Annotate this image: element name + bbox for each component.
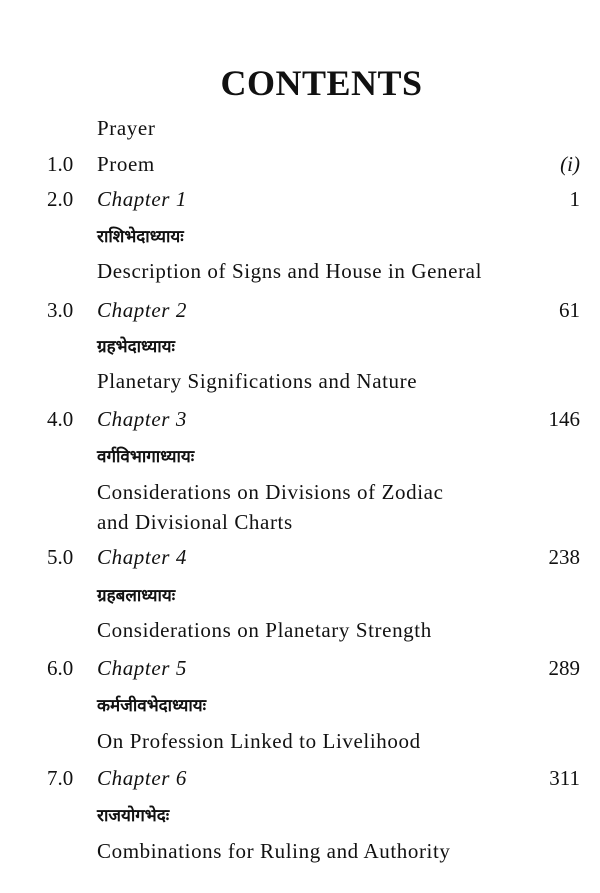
description-text: Combinations for Ruling and Authority (97, 839, 451, 863)
entry-page: 1 (569, 187, 580, 211)
chapter-description (0, 480, 600, 510)
entry-title: Chapter 1 (97, 187, 187, 211)
description-text: Planetary Significations and Nature (97, 369, 418, 393)
page-title: CONTENTS (220, 63, 423, 103)
entry-number: 7.0 (47, 766, 74, 790)
sanskrit-title-text: राजयोगभेदः (97, 806, 170, 826)
entry-number: 3.0 (47, 298, 74, 322)
sanskrit-title-text: कर्मजीवभेदाध्यायः (97, 696, 207, 716)
toc-entry-chapter-3[interactable] (0, 407, 600, 437)
entry-page: 238 (548, 545, 580, 569)
entry-page: 289 (548, 656, 580, 680)
description-text: and Divisional Charts (97, 510, 293, 534)
entry-title: Chapter 3 (97, 407, 187, 431)
sanskrit-title (0, 334, 600, 364)
description-text: Considerations on Planetary Strength (97, 618, 432, 642)
chapter-description (0, 839, 600, 869)
entry-page: (i) (560, 152, 580, 176)
entry-title: Chapter 2 (97, 298, 187, 322)
toc-entry-chapter-4[interactable] (0, 545, 600, 575)
entry-title: Chapter 5 (97, 656, 187, 680)
sanskrit-title (0, 224, 600, 254)
sanskrit-title (0, 693, 600, 723)
entry-number: 6.0 (47, 656, 74, 680)
chapter-description (0, 369, 600, 399)
description-text: Description of Signs and House in General (97, 259, 483, 283)
toc-entry-chapter-2[interactable] (0, 298, 600, 328)
entry-number: 4.0 (47, 407, 74, 431)
entry-number: 2.0 (47, 187, 74, 211)
description-text: On Profession Linked to Livelihood (97, 729, 421, 753)
chapter-description (0, 259, 600, 289)
toc-entry-chapter-5[interactable] (0, 656, 600, 686)
sanskrit-title-text: ग्रहभेदाध्यायः (97, 337, 175, 357)
entry-title: Proem (97, 152, 155, 176)
toc-entry-chapter-6[interactable] (0, 766, 600, 796)
toc-entry-proem[interactable] (0, 152, 600, 182)
entry-page: 61 (559, 298, 580, 322)
entry-number: 1.0 (47, 152, 74, 176)
toc-entry-prayer[interactable] (0, 116, 600, 146)
chapter-description-line-2 (0, 510, 600, 540)
sanskrit-title (0, 583, 600, 613)
entry-number: 5.0 (47, 545, 74, 569)
toc-entry-chapter-1[interactable] (0, 187, 600, 217)
entry-title: Chapter 4 (97, 545, 187, 569)
entry-page: 146 (548, 407, 580, 431)
entry-title: Prayer (97, 116, 156, 140)
entry-title: Chapter 6 (97, 766, 187, 790)
sanskrit-title-text: वर्गविभागाध्यायः (97, 447, 195, 467)
chapter-description (0, 618, 600, 648)
sanskrit-title (0, 444, 600, 474)
description-text: Considerations on Divisions of Zodiac (97, 480, 444, 504)
sanskrit-title-text: ग्रहबलाध्यायः (97, 586, 176, 606)
sanskrit-title (0, 803, 600, 833)
sanskrit-title-text: राशिभेदाध्यायः (97, 227, 184, 247)
chapter-description (0, 729, 600, 759)
entry-page: 311 (549, 766, 580, 790)
